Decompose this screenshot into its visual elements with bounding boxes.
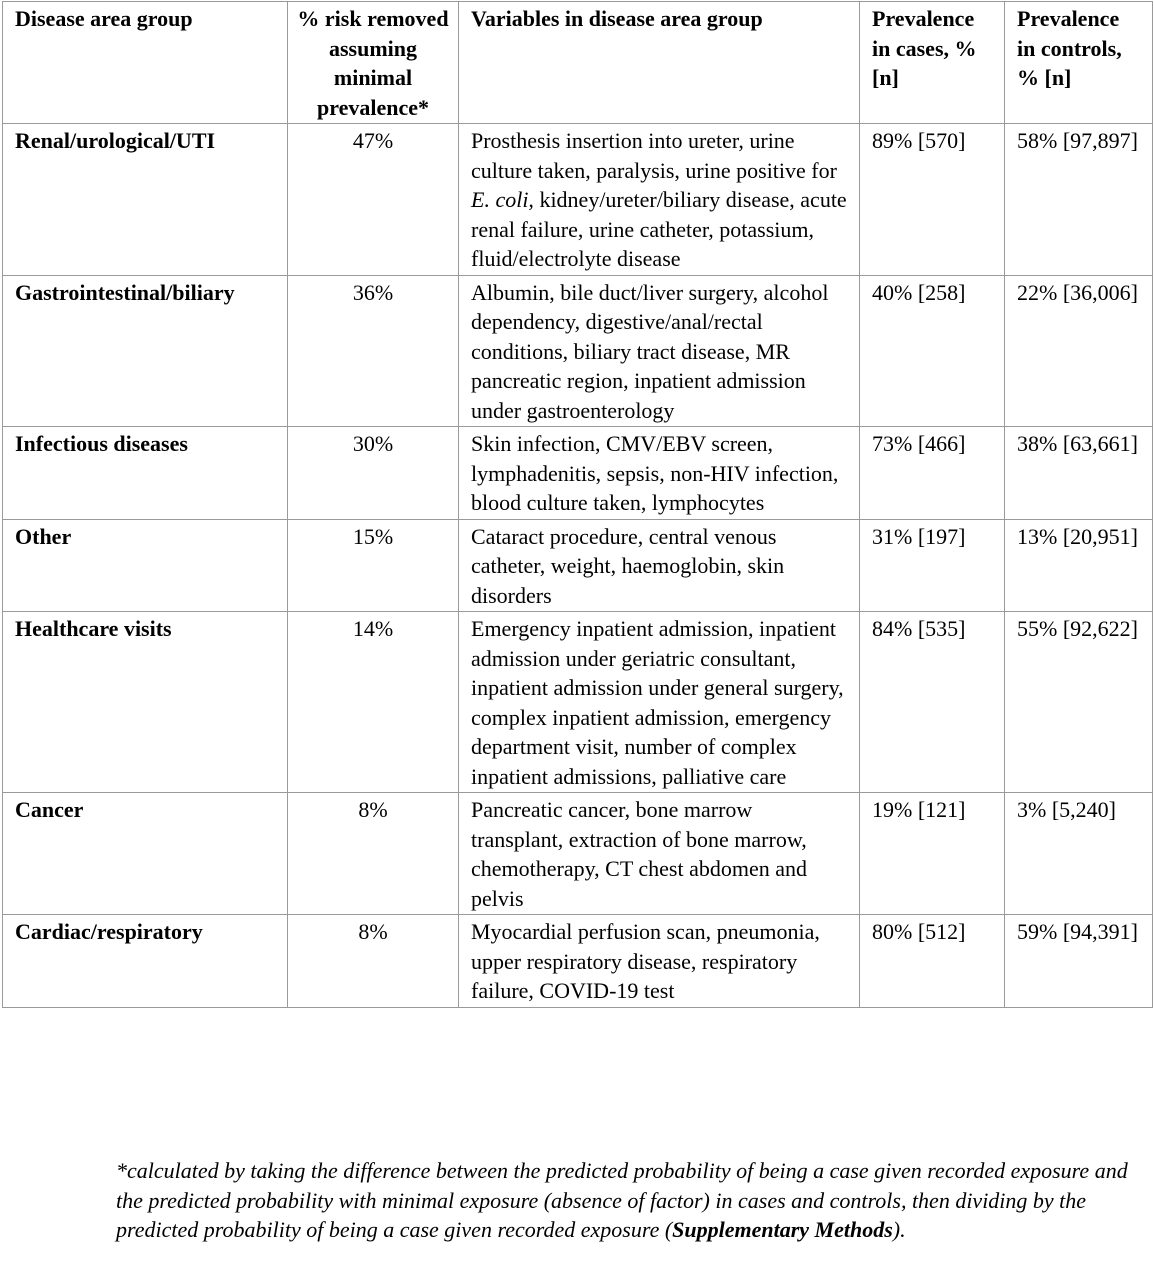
risk-cell: 8% — [288, 915, 459, 1008]
cases-cell: 40% [258] — [860, 275, 1005, 427]
cases-cell: 73% [466] — [860, 427, 1005, 520]
variables-cell: Cataract procedure, central venous catheter, weight, haemoglobin, skin disorders — [459, 519, 860, 612]
table-row — [3, 793, 1153, 915]
variables-cell: Skin infection, CMV/EBV screen, lymphadenitis, sepsis, non-HIV infection, blood culture taken, lymphocytes — [459, 427, 860, 520]
table-row — [3, 124, 1153, 276]
supplementary-methods-ref: Supplementary Methods — [672, 1217, 893, 1242]
group-cell: Renal/urological/UTI — [3, 124, 288, 276]
group-cell: Cardiac/respiratory — [3, 915, 288, 1008]
header-disease-area-group: Disease area group — [3, 2, 288, 124]
controls-cell: 38% [63,661] — [1005, 427, 1153, 520]
cases-cell: 84% [535] — [860, 612, 1005, 793]
table-row — [3, 275, 1153, 427]
variables-cell: Myocardial perfusion scan, pneumonia, upper respiratory disease, respiratory failure, COVID-19 test — [459, 915, 860, 1008]
ecoli-italic: E. coli, — [471, 187, 534, 212]
cases-cell: 31% [197] — [860, 519, 1005, 612]
variables-cell: Albumin, bile duct/liver surgery, alcohol dependency, digestive/anal/rectal conditions, biliary tract disease, MR pancreatic region, inpatient admission under gastroenterology — [459, 275, 860, 427]
controls-cell: 55% [92,622] — [1005, 612, 1153, 793]
header-prevalence-cases: Prevalence in cases, % [n] — [860, 2, 1005, 124]
table-row — [3, 519, 1153, 612]
group-cell: Healthcare visits — [3, 612, 288, 793]
risk-cell: 15% — [288, 519, 459, 612]
cases-cell: 19% [121] — [860, 793, 1005, 915]
cases-cell: 80% [512] — [860, 915, 1005, 1008]
table-footnote: *calculated by taking the difference between the predicted probability of being a case given recorded exposure and the predicted probability with minimal exposure (absence of factor) in cases and controls, then dividing by the predicted probability of being a case given recorded exposure (Supplementary Methods). — [116, 1158, 1128, 1242]
risk-cell: 14% — [288, 612, 459, 793]
header-risk-removed: % risk removed assuming minimal prevalence* — [288, 2, 459, 124]
controls-cell: 59% [94,391] — [1005, 915, 1153, 1008]
group-cell: Cancer — [3, 793, 288, 915]
controls-cell: 22% [36,006] — [1005, 275, 1153, 427]
header-prevalence-controls: Prevalence in controls, % [n] — [1005, 2, 1153, 124]
controls-cell: 58% [97,897] — [1005, 124, 1153, 276]
variables-cell: Pancreatic cancer, bone marrow transplant, extraction of bone marrow, chemotherapy, CT chest abdomen and pelvis — [459, 793, 860, 915]
risk-cell: 30% — [288, 427, 459, 520]
table-row — [3, 612, 1153, 793]
group-cell: Other — [3, 519, 288, 612]
variables-cell: Prosthesis insertion into ureter, urine culture taken, paralysis, urine positive for E. coli, kidney/ureter/biliary disease, acute renal failure, urine catheter, potassium, fluid/electrolyte disease — [459, 124, 860, 276]
variables-cell: Emergency inpatient admission, inpatient admission under geriatric consultant, inpatient admission under general surgery, complex inpatient admission, emergency department visit, number of complex inpatient admissions, palliative care — [459, 612, 860, 793]
disease-area-table — [2, 1, 1153, 1008]
cases-cell: 89% [570] — [860, 124, 1005, 276]
risk-cell: 47% — [288, 124, 459, 276]
risk-cell: 8% — [288, 793, 459, 915]
table-row — [3, 427, 1153, 520]
table-row — [3, 915, 1153, 1008]
controls-cell: 3% [5,240] — [1005, 793, 1153, 915]
controls-cell: 13% [20,951] — [1005, 519, 1153, 612]
header-variables: Variables in disease area group — [459, 2, 860, 124]
risk-cell: 36% — [288, 275, 459, 427]
table-header-row — [3, 2, 1153, 124]
group-cell: Gastrointestinal/biliary — [3, 275, 288, 427]
group-cell: Infectious diseases — [3, 427, 288, 520]
